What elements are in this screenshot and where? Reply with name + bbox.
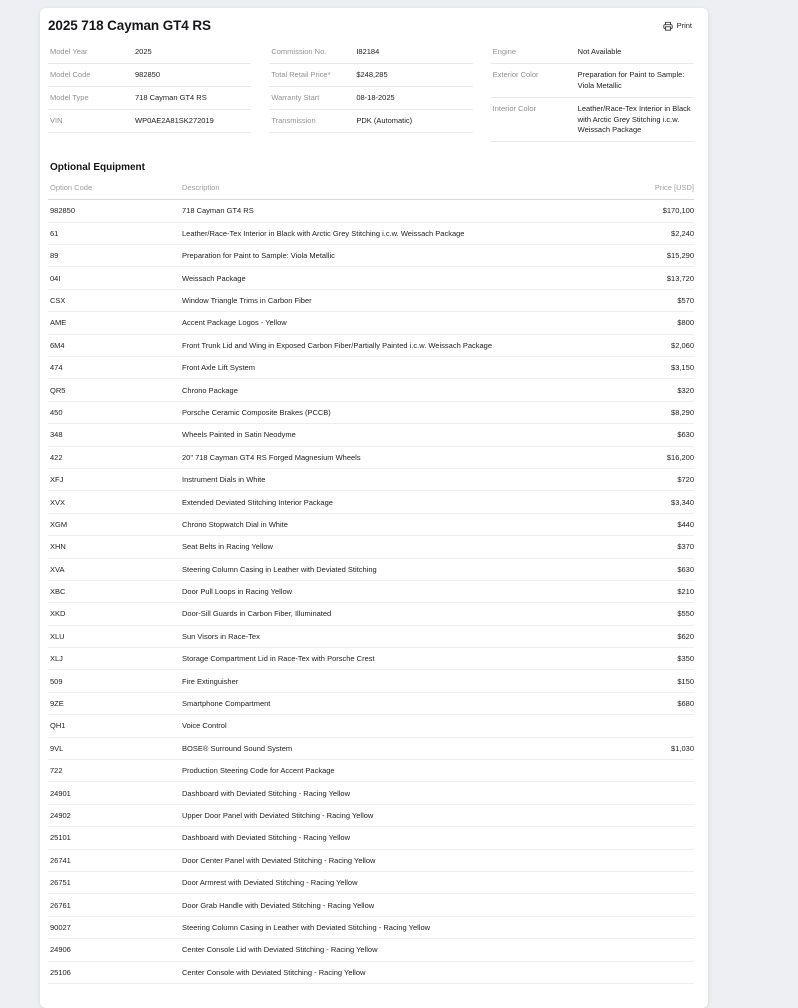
price-cell: $620 [677, 631, 694, 641]
optional-equipment-table [48, 179, 694, 984]
card-header [48, 18, 694, 33]
info-field-label: Model Year [50, 47, 88, 56]
table-row [48, 447, 694, 469]
info-field-value: 982850 [135, 69, 161, 79]
price-cell: $13,720 [666, 273, 694, 283]
option-code-cell: 422 [50, 452, 63, 462]
description-cell: Accent Package Logos - Yellow [182, 318, 287, 328]
option-code-cell: 348 [50, 430, 63, 440]
price-cell: $2,060 [671, 340, 694, 350]
description-cell: Storage Compartment Lid in Race-Tex with Porsche Crest [182, 654, 375, 664]
description-cell: Upper Door Panel with Deviated Stitching - Racing Yellow [182, 810, 374, 820]
description-cell: Center Console Lid with Deviated Stitching - Racing Yellow [182, 945, 378, 955]
vehicle-info-column-1 [48, 41, 251, 142]
option-code-cell: XVX [50, 497, 66, 507]
option-code-cell: 450 [50, 407, 63, 417]
table-row [48, 894, 694, 916]
description-cell: Wheels Painted in Satin Neodyme [182, 430, 296, 440]
price-cell: $630 [677, 564, 694, 574]
description-cell: Steering Column Casing in Leather with Deviated Stitching [182, 564, 377, 574]
price-cell: $320 [677, 385, 694, 395]
description-cell: Window Triangle Trims in Carbon Fiber [182, 296, 312, 305]
info-field [491, 64, 694, 98]
info-field [48, 41, 251, 64]
option-code-cell: QR5 [50, 385, 66, 395]
price-cell: $630 [677, 430, 694, 440]
table-row [48, 670, 694, 692]
description-cell: Extended Deviated Stitching Interior Package [182, 497, 333, 507]
price-cell: $210 [677, 587, 694, 597]
description-cell: Center Console with Deviated Stitching - Racing Yellow [182, 967, 366, 977]
option-code-cell: XFJ [50, 475, 64, 485]
print-button-label: Print [676, 21, 692, 30]
description-cell: BOSE® Surround Sound System [182, 743, 293, 753]
option-code-cell: 61 [50, 228, 59, 238]
info-field-value: 2025 [135, 47, 152, 56]
option-code-cell: XBC [50, 587, 66, 597]
vehicle-info-column-3 [491, 41, 694, 142]
info-field [48, 64, 251, 87]
option-code-cell: 982850 [50, 206, 76, 216]
price-cell: $150 [677, 676, 694, 686]
description-cell: Production Steering Code for Accent Package [182, 766, 335, 776]
info-field-value: I82184 [356, 47, 380, 56]
info-field-value: PDK (Automatic) [356, 115, 413, 125]
table-row [48, 715, 694, 737]
info-field-value: Leather/Race-Tex Interior in Black with Arctic Grey Stitching i.c.w. Weissach Package [577, 103, 691, 135]
description-cell: Door Pull Loops in Racing Yellow [182, 587, 293, 597]
info-field-value: $248,285 [356, 69, 388, 79]
equipment-table-body [48, 200, 694, 984]
info-field-label: VIN [50, 115, 63, 125]
description-cell: Dashboard with Deviated Stitching - Racing Yellow [182, 788, 351, 798]
description-cell: Voice Control [182, 721, 227, 731]
info-field-value: 718 Cayman GT4 RS [135, 92, 207, 102]
description-cell: Leather/Race-Tex Interior in Black with Arctic Grey Stitching i.c.w. Weissach Package [182, 228, 465, 238]
table-row [48, 939, 694, 961]
option-code-cell: AME [50, 318, 67, 328]
table-row [48, 962, 694, 984]
option-code-cell: XLU [50, 631, 65, 641]
option-code-cell: XVA [50, 564, 65, 574]
option-code-cell: 722 [50, 766, 63, 776]
table-row [48, 827, 694, 849]
price-cell: $350 [677, 654, 694, 664]
description-cell: Door-Sill Guards in Carbon Fiber, Illuminated [182, 609, 332, 619]
info-field [269, 87, 472, 110]
table-row [48, 379, 694, 401]
table-row [48, 603, 694, 625]
info-field-value: 08-18-2025 [356, 92, 395, 102]
table-row [48, 760, 694, 782]
price-cell: $8,290 [671, 407, 694, 417]
option-code-cell: 26751 [50, 878, 71, 888]
table-row [48, 559, 694, 581]
option-code-cell: 90027 [50, 922, 71, 932]
description-cell: Dashboard with Deviated Stitching - Racing Yellow [182, 833, 351, 843]
table-row [48, 536, 694, 558]
column-header-price: Price [USD] [654, 183, 694, 193]
description-cell: Door Armrest with Deviated Stitching - Racing Yellow [182, 878, 358, 888]
description-cell: Porsche Ceramic Composite Brakes (PCCB) [182, 407, 331, 417]
description-cell: Door Center Panel with Deviated Stitching - Racing Yellow [182, 855, 376, 865]
description-cell: Instrument Dials in White [182, 475, 266, 485]
option-code-cell: 26741 [50, 855, 71, 865]
table-row [48, 581, 694, 603]
description-cell: Preparation for Paint to Sample: Viola Metallic [182, 251, 335, 261]
vehicle-info-card [40, 8, 708, 1008]
description-cell: Fire Extinguisher [182, 676, 239, 686]
price-cell: $170,100 [662, 206, 694, 216]
option-code-cell: 25106 [50, 967, 71, 977]
price-cell: $3,150 [671, 363, 694, 373]
description-cell: Front Axle Lift System [182, 363, 255, 373]
description-cell: Weissach Package [182, 273, 246, 283]
table-row [48, 738, 694, 760]
table-row [48, 872, 694, 894]
option-code-cell: XLJ [50, 654, 63, 664]
description-cell: Steering Column Casing in Leather with Deviated Stitching - Racing Yellow [182, 922, 431, 932]
printer-icon [663, 21, 673, 31]
info-field [269, 64, 472, 87]
option-code-cell: QH1 [50, 721, 66, 731]
option-code-cell: XGM [50, 519, 68, 529]
table-row [48, 491, 694, 513]
column-header-option-code: Option Code [50, 183, 93, 193]
option-code-cell: 24902 [50, 810, 71, 820]
price-cell: $720 [677, 475, 694, 485]
table-row [48, 805, 694, 827]
table-row [48, 648, 694, 670]
info-field [269, 41, 472, 64]
description-cell: Chrono Package [182, 385, 238, 395]
option-code-cell: 26761 [50, 900, 71, 910]
price-cell: $3,340 [671, 497, 694, 507]
table-row [48, 267, 694, 289]
table-row [48, 514, 694, 536]
option-code-cell: 509 [50, 676, 63, 686]
description-cell: 718 Cayman GT4 RS [182, 206, 254, 216]
info-field-label: Engine [492, 47, 517, 56]
description-cell: Door Grab Handle with Deviated Stitching - Racing Yellow [182, 900, 375, 910]
price-cell: $680 [677, 699, 694, 709]
table-row [48, 782, 694, 804]
vehicle-info-column-2 [269, 41, 472, 142]
table-row [48, 917, 694, 939]
table-row [48, 424, 694, 446]
info-field [48, 87, 251, 110]
description-cell: Seat Belts in Racing Yellow [182, 542, 273, 552]
description-cell: 20" 718 Cayman GT4 RS Forged Magnesium Wheels [182, 452, 361, 462]
option-code-cell: XKD [50, 609, 66, 619]
table-row [48, 290, 694, 312]
price-cell: $800 [677, 318, 694, 328]
price-cell: $1,030 [671, 743, 694, 753]
price-cell: $440 [677, 519, 694, 529]
table-row [48, 693, 694, 715]
info-field-label: Interior Color [492, 103, 537, 113]
table-row [48, 469, 694, 491]
description-cell: Front Trunk Lid and Wing in Exposed Carbon Fiber/Partially Painted i.c.w. Weissach Package [182, 340, 493, 350]
table-row [48, 200, 694, 222]
option-code-cell: 89 [50, 251, 59, 261]
info-field [491, 41, 694, 64]
optional-equipment-title: Optional Equipment [50, 162, 145, 174]
equipment-table-header [48, 179, 694, 200]
price-cell: $15,290 [666, 251, 694, 261]
option-code-cell: 24906 [50, 945, 71, 955]
table-row [48, 357, 694, 379]
info-field-label: Model Type [50, 92, 89, 102]
option-code-cell: 25101 [50, 833, 71, 843]
info-field-label: Commission No. [271, 47, 327, 56]
description-cell: Sun Visors in Race-Tex [182, 631, 260, 641]
price-cell: $16,200 [666, 452, 694, 462]
page-title: 2025 718 Cayman GT4 RS [48, 18, 211, 33]
info-field-label: Exterior Color [492, 69, 539, 79]
option-code-cell: 6M4 [50, 340, 65, 350]
option-code-cell: 474 [50, 363, 63, 373]
info-field-label: Transmission [271, 115, 316, 125]
info-field [269, 110, 472, 133]
option-code-cell: 9VL [50, 743, 64, 753]
price-cell: $550 [677, 609, 694, 619]
option-code-cell: CSX [50, 296, 66, 305]
info-field-label: Warranty Start [271, 92, 320, 102]
table-row [48, 402, 694, 424]
info-field-value: Not Available [577, 47, 622, 56]
print-button[interactable] [661, 19, 694, 33]
vehicle-info-grid [48, 41, 694, 142]
table-row [48, 850, 694, 872]
price-cell: $370 [677, 542, 694, 552]
table-row [48, 223, 694, 245]
info-field-label: Model Code [50, 69, 91, 79]
info-field-value: Preparation for Paint to Sample: Viola Metallic [577, 69, 685, 90]
table-row [48, 312, 694, 334]
info-field [491, 98, 694, 143]
price-cell: $570 [677, 296, 694, 305]
option-code-cell: 24901 [50, 788, 71, 798]
info-field [48, 110, 251, 133]
table-row [48, 335, 694, 357]
price-cell: $2,240 [671, 228, 694, 238]
column-header-description: Description [182, 183, 220, 193]
info-field-label: Total Retail Price* [271, 69, 331, 79]
table-row [48, 626, 694, 648]
table-row [48, 245, 694, 267]
description-cell: Smartphone Compartment [182, 699, 271, 709]
info-field-value: WP0AE2A81SK272019 [135, 115, 214, 125]
option-code-cell: 04I [50, 273, 61, 283]
description-cell: Chrono Stopwatch Dial in White [182, 519, 288, 529]
option-code-cell: 9ZE [50, 699, 64, 709]
option-code-cell: XHN [50, 542, 66, 552]
